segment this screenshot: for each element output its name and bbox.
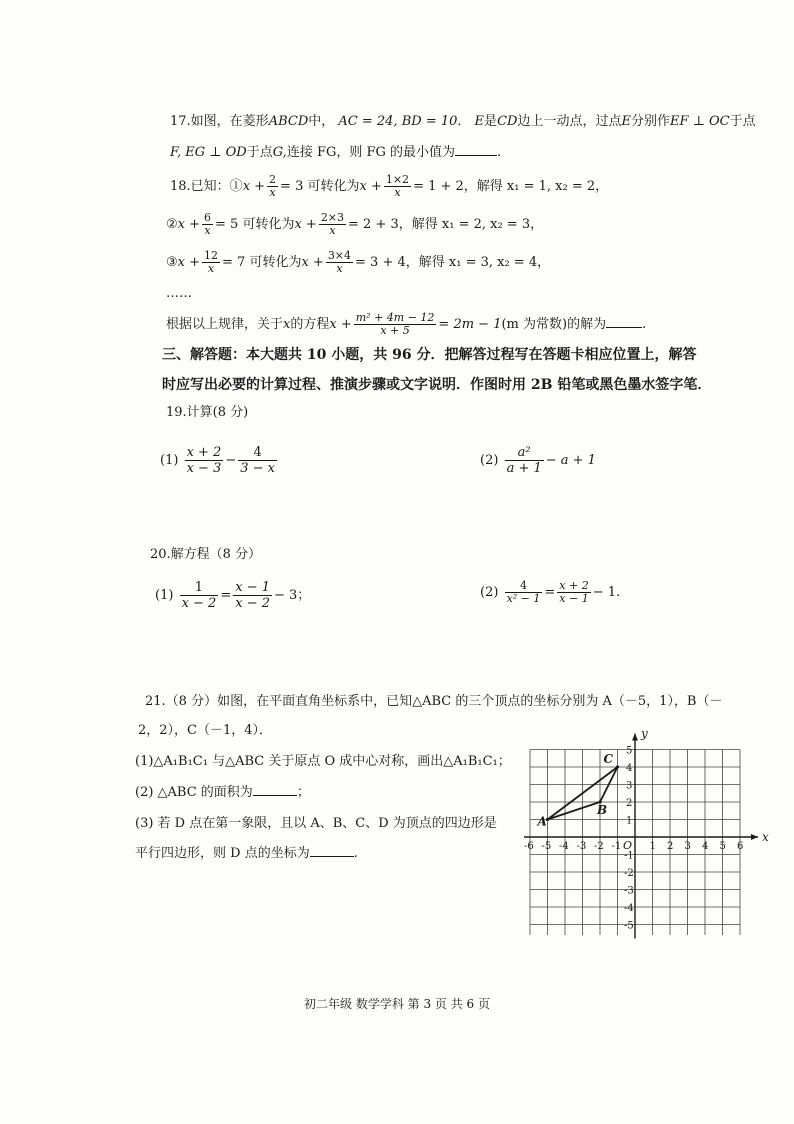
q18-x: x + — [301, 255, 324, 270]
page-footer: 初二年级 数学学科 第 3 页 共 6 页 — [304, 997, 490, 1011]
q17-text: 中， — [308, 114, 335, 129]
x-tick-label: 6 — [737, 841, 744, 852]
operator: = — [220, 588, 232, 603]
denominator: x — [329, 224, 336, 237]
section-heading-line-2: 时应写出必要的计算过程、推演步骤或文字说明．作图时用 2B 铅笔或黑色墨水签字笔． — [162, 377, 712, 393]
x-tick-label: 4 — [702, 841, 709, 852]
numerator: 1×2 — [385, 173, 410, 186]
q18-x: x + — [242, 179, 266, 194]
numerator: x − 1 — [235, 580, 270, 595]
q17-text: ． — [457, 114, 471, 129]
q17-text: 是 — [484, 114, 498, 129]
q18-solution: ，解得 x₁ = 1, x₂ = 2， — [463, 179, 609, 194]
part-label: (1) — [155, 588, 174, 603]
point-label-a: A — [537, 814, 547, 829]
y-axis-label: y — [641, 726, 648, 741]
q17-given: AC = 24, BD = 10 — [338, 114, 458, 129]
q18-x: x + — [359, 179, 382, 194]
q18-text: 根据以上规律，关于 — [166, 317, 284, 332]
y-tick-label: -3 — [624, 885, 634, 897]
answer-blank — [455, 143, 497, 156]
q21-part-2 — [135, 783, 310, 803]
q18-fraction — [267, 174, 278, 199]
q17-text: 分别作 — [630, 114, 670, 129]
q18-rule — [166, 312, 646, 337]
q18-fraction — [202, 250, 220, 275]
denominator: x + 5 — [380, 324, 410, 337]
q18-solution: ，解得 x₁ = 2, x₂ = 3， — [398, 217, 544, 232]
origin-label: O — [623, 839, 633, 852]
q17-text: 边上一动点，过点 — [517, 114, 622, 129]
answer-blank — [606, 315, 642, 328]
q20-fraction — [505, 580, 543, 605]
q18-text: = 2 + 3 — [348, 217, 399, 232]
q17-text: 17.如图，在菱形 — [170, 114, 269, 129]
q19-part-2 — [480, 445, 596, 476]
y-tick-label: 2 — [626, 798, 633, 809]
denominator: x − 3 — [186, 461, 222, 476]
denominator: 3 − x — [240, 461, 275, 476]
q20-part-2 — [480, 580, 620, 605]
denominator: x − 2 — [235, 596, 270, 611]
operator: = — [544, 585, 556, 600]
q21-part-3: (3) 若 D 点在第一象限，且以 A、B、C、D 为顶点的四边形是 — [135, 816, 497, 831]
q18-fraction — [384, 174, 411, 199]
denominator: x — [204, 224, 211, 237]
q17-line-1 — [170, 112, 756, 132]
q18-text: = 3 可转化为 — [280, 179, 360, 194]
q17-text: 连接 FG，则 FG 的最小值为 — [286, 145, 456, 160]
part-label: (2) — [480, 453, 499, 468]
q21-line-1: 21.（8 分）如图，在平面直角坐标系中，已知△ABC 的三个顶点的坐标分别为 A（－5，1），B（－ — [145, 694, 723, 709]
q20-rest: − 1. — [592, 585, 621, 600]
q18-text: = 1 + 2 — [413, 179, 464, 194]
numerator: 4 — [505, 580, 543, 593]
q20-fraction — [233, 580, 272, 611]
y-tick-label: -2 — [624, 868, 634, 879]
x-axis-label: x — [762, 830, 769, 844]
numerator: 3×4 — [327, 249, 352, 262]
q19-part-1 — [160, 445, 279, 476]
x-tick-label: -2 — [594, 841, 604, 852]
denominator: x — [394, 186, 401, 199]
q19-fraction — [505, 445, 544, 476]
numerator: x + 2 — [559, 579, 589, 592]
q18-solution: ，解得 x₁ = 3, x₂ = 4， — [405, 255, 551, 270]
x-tick-label: -5 — [541, 841, 552, 852]
q21-text: (2) △ABC 的面积为 — [135, 785, 253, 800]
numerator: 6 — [204, 211, 212, 224]
q18-intro: 18.已知：① — [170, 179, 243, 194]
x-axis-arrow — [751, 834, 758, 840]
y-tick-label: -4 — [624, 903, 634, 914]
q18-ellipsis: …… — [166, 286, 192, 301]
coordinate-grid — [510, 726, 769, 947]
q18-x: x + — [329, 317, 352, 332]
q18-x: x + — [294, 217, 317, 232]
y-tick-label: 1 — [626, 815, 633, 827]
q17-f: F, — [170, 145, 182, 160]
q20-part-1 — [155, 580, 310, 611]
q17-cd: CD — [497, 114, 518, 129]
denominator: x − 2 — [181, 596, 217, 611]
q19-fraction — [238, 445, 277, 476]
x-tick-label: -4 — [559, 841, 569, 852]
denominator: x — [269, 186, 276, 199]
x-tick-label: 2 — [667, 841, 674, 852]
q17-ef-oc: EF ⊥ OC — [669, 114, 730, 129]
point-c — [616, 765, 619, 768]
denominator: a + 1 — [506, 461, 542, 476]
q19-rest: − a + 1 — [545, 453, 596, 468]
q18-case-3 — [166, 250, 550, 275]
q18-number: ② — [166, 217, 178, 232]
numerator: 2 — [269, 173, 277, 186]
section-heading-line-1: 三、解答题：本大题共 10 小题，共 96 分．把解答过程写在答题卡相应位置上，解答 — [162, 347, 697, 363]
q18-text: = 7 可转化为 — [222, 255, 302, 270]
q18-text: . — [642, 317, 647, 332]
y-tick-label: -1 — [624, 850, 634, 862]
x-tick-label: 1 — [649, 841, 656, 852]
q18-x: x — [283, 317, 291, 332]
q21-text: 平行四边形，则 D 点的坐标为 — [135, 846, 310, 861]
answer-blank — [310, 844, 354, 857]
y-tick-label: 3 — [626, 780, 633, 792]
q17-e: E — [474, 114, 485, 129]
q18-x: x + — [177, 255, 201, 270]
numerator: a² — [505, 445, 544, 461]
q20-fraction — [557, 580, 590, 605]
q17-eg-od: EG ⊥ OD — [185, 145, 247, 160]
numerator: 12 — [204, 249, 219, 262]
q17-text: . — [497, 145, 502, 160]
q21-text: ； — [296, 785, 310, 800]
q18-fraction — [202, 212, 213, 237]
q18-case-2 — [166, 212, 543, 237]
y-tick-label: 4 — [626, 763, 633, 774]
y-tick-label: 5 — [626, 745, 633, 757]
q18-case-1 — [170, 174, 608, 199]
x-tick-label: -3 — [576, 841, 587, 852]
y-axis-arrow — [632, 734, 638, 741]
q17-line-2 — [170, 143, 501, 163]
denominator: x − 1 — [559, 592, 589, 605]
q20-fraction — [180, 580, 219, 611]
operator: − — [225, 453, 237, 468]
q21-part-1: (1)△A₁B₁C₁ 与△ABC 关于原点 O 成中心对称，画出△A₁B₁C₁； — [135, 754, 511, 769]
part-label: (2) — [480, 585, 499, 600]
denominator: x — [207, 262, 215, 275]
q17-text: 于点 — [246, 145, 273, 160]
q18-text: 的方程 — [290, 317, 330, 332]
part-label: (1) — [160, 453, 179, 468]
answer-blank — [253, 783, 297, 796]
q17-g: G, — [272, 145, 287, 160]
x-tick-label: -1 — [611, 841, 622, 852]
q18-fraction — [326, 250, 353, 275]
q20-title: 20.解方程（8 分） — [150, 547, 262, 562]
q17-abcd: ABCD — [268, 114, 309, 129]
x-tick-label: 3 — [684, 841, 691, 852]
q18-x: x + — [177, 217, 201, 232]
x-tick-label: -6 — [524, 841, 534, 852]
q21-part-3b — [135, 844, 358, 864]
q18-text: (m 为常数)的解为 — [501, 317, 607, 332]
q21-line-2: 2，2），C（－1，4）． — [138, 723, 273, 738]
q19-fraction — [185, 445, 224, 476]
q18-number: ③ — [166, 255, 178, 270]
x-tick-label: 5 — [719, 841, 726, 852]
numerator: 1 — [180, 580, 219, 596]
q20-rest: − 3； — [274, 588, 311, 603]
q19-title: 19.计算(8 分) — [166, 405, 249, 420]
q17-text: 于点 — [729, 114, 756, 129]
q18-fraction — [354, 312, 437, 337]
numerator: 2×3 — [320, 211, 345, 224]
point-label-c: C — [603, 752, 614, 766]
q18-rhs: = 2m − 1 — [438, 317, 502, 332]
numerator: 4 — [238, 445, 277, 461]
q21-text: . — [353, 846, 358, 861]
q18-fraction — [319, 212, 346, 237]
q17-e: E — [621, 114, 631, 129]
point-label-b: B — [597, 803, 608, 817]
denominator: x² − 1 — [506, 592, 541, 605]
numerator: x + 2 — [186, 445, 222, 460]
q18-text: = 5 可转化为 — [215, 217, 295, 232]
numerator: m² + 4m − 12 — [355, 311, 435, 324]
y-tick-label: -5 — [624, 920, 634, 932]
denominator: x — [336, 262, 343, 275]
q18-text: = 3 + 4 — [355, 255, 406, 270]
